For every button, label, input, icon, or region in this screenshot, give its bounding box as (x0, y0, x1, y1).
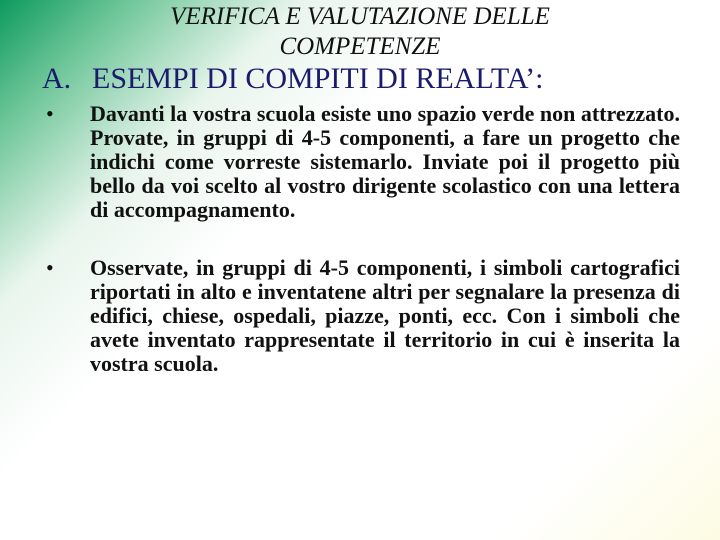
section-heading-text: ESEMPI DI COMPITI DI REALTA’: (92, 62, 544, 95)
slide-title: VERIFICA E VALUTAZIONE DELLE COMPETENZE (170, 3, 550, 60)
bullet-item (40, 102, 680, 222)
section-heading (42, 62, 544, 96)
bullet-icon: • (46, 101, 54, 126)
bullet-text: Osservate, in gruppi di 4-5 componenti, i simboli cartografici riportati in alto e inventatene altri per segnalare la presenza di edifici, chiese, ospedali, piazze, ponti, ecc. Con i simboli che avete inventato rappresentate il territorio in cui è inserita la vostra scuola. (90, 255, 680, 376)
section-letter: A. (42, 62, 72, 95)
bullet-text: Davanti la vostra scuola esiste uno spazio verde non attrezzato. Provate, in gruppi di 4-5 componenti, a fare un progetto che indichi come vorreste sistemarlo. Inviate poi il progetto più bello da voi scelto al vostro dirigente scolastico con una lettera di accompagnamento. (90, 101, 680, 222)
bullet-list (40, 102, 680, 376)
bullet-item (40, 256, 680, 376)
bullet-icon: • (46, 255, 54, 280)
